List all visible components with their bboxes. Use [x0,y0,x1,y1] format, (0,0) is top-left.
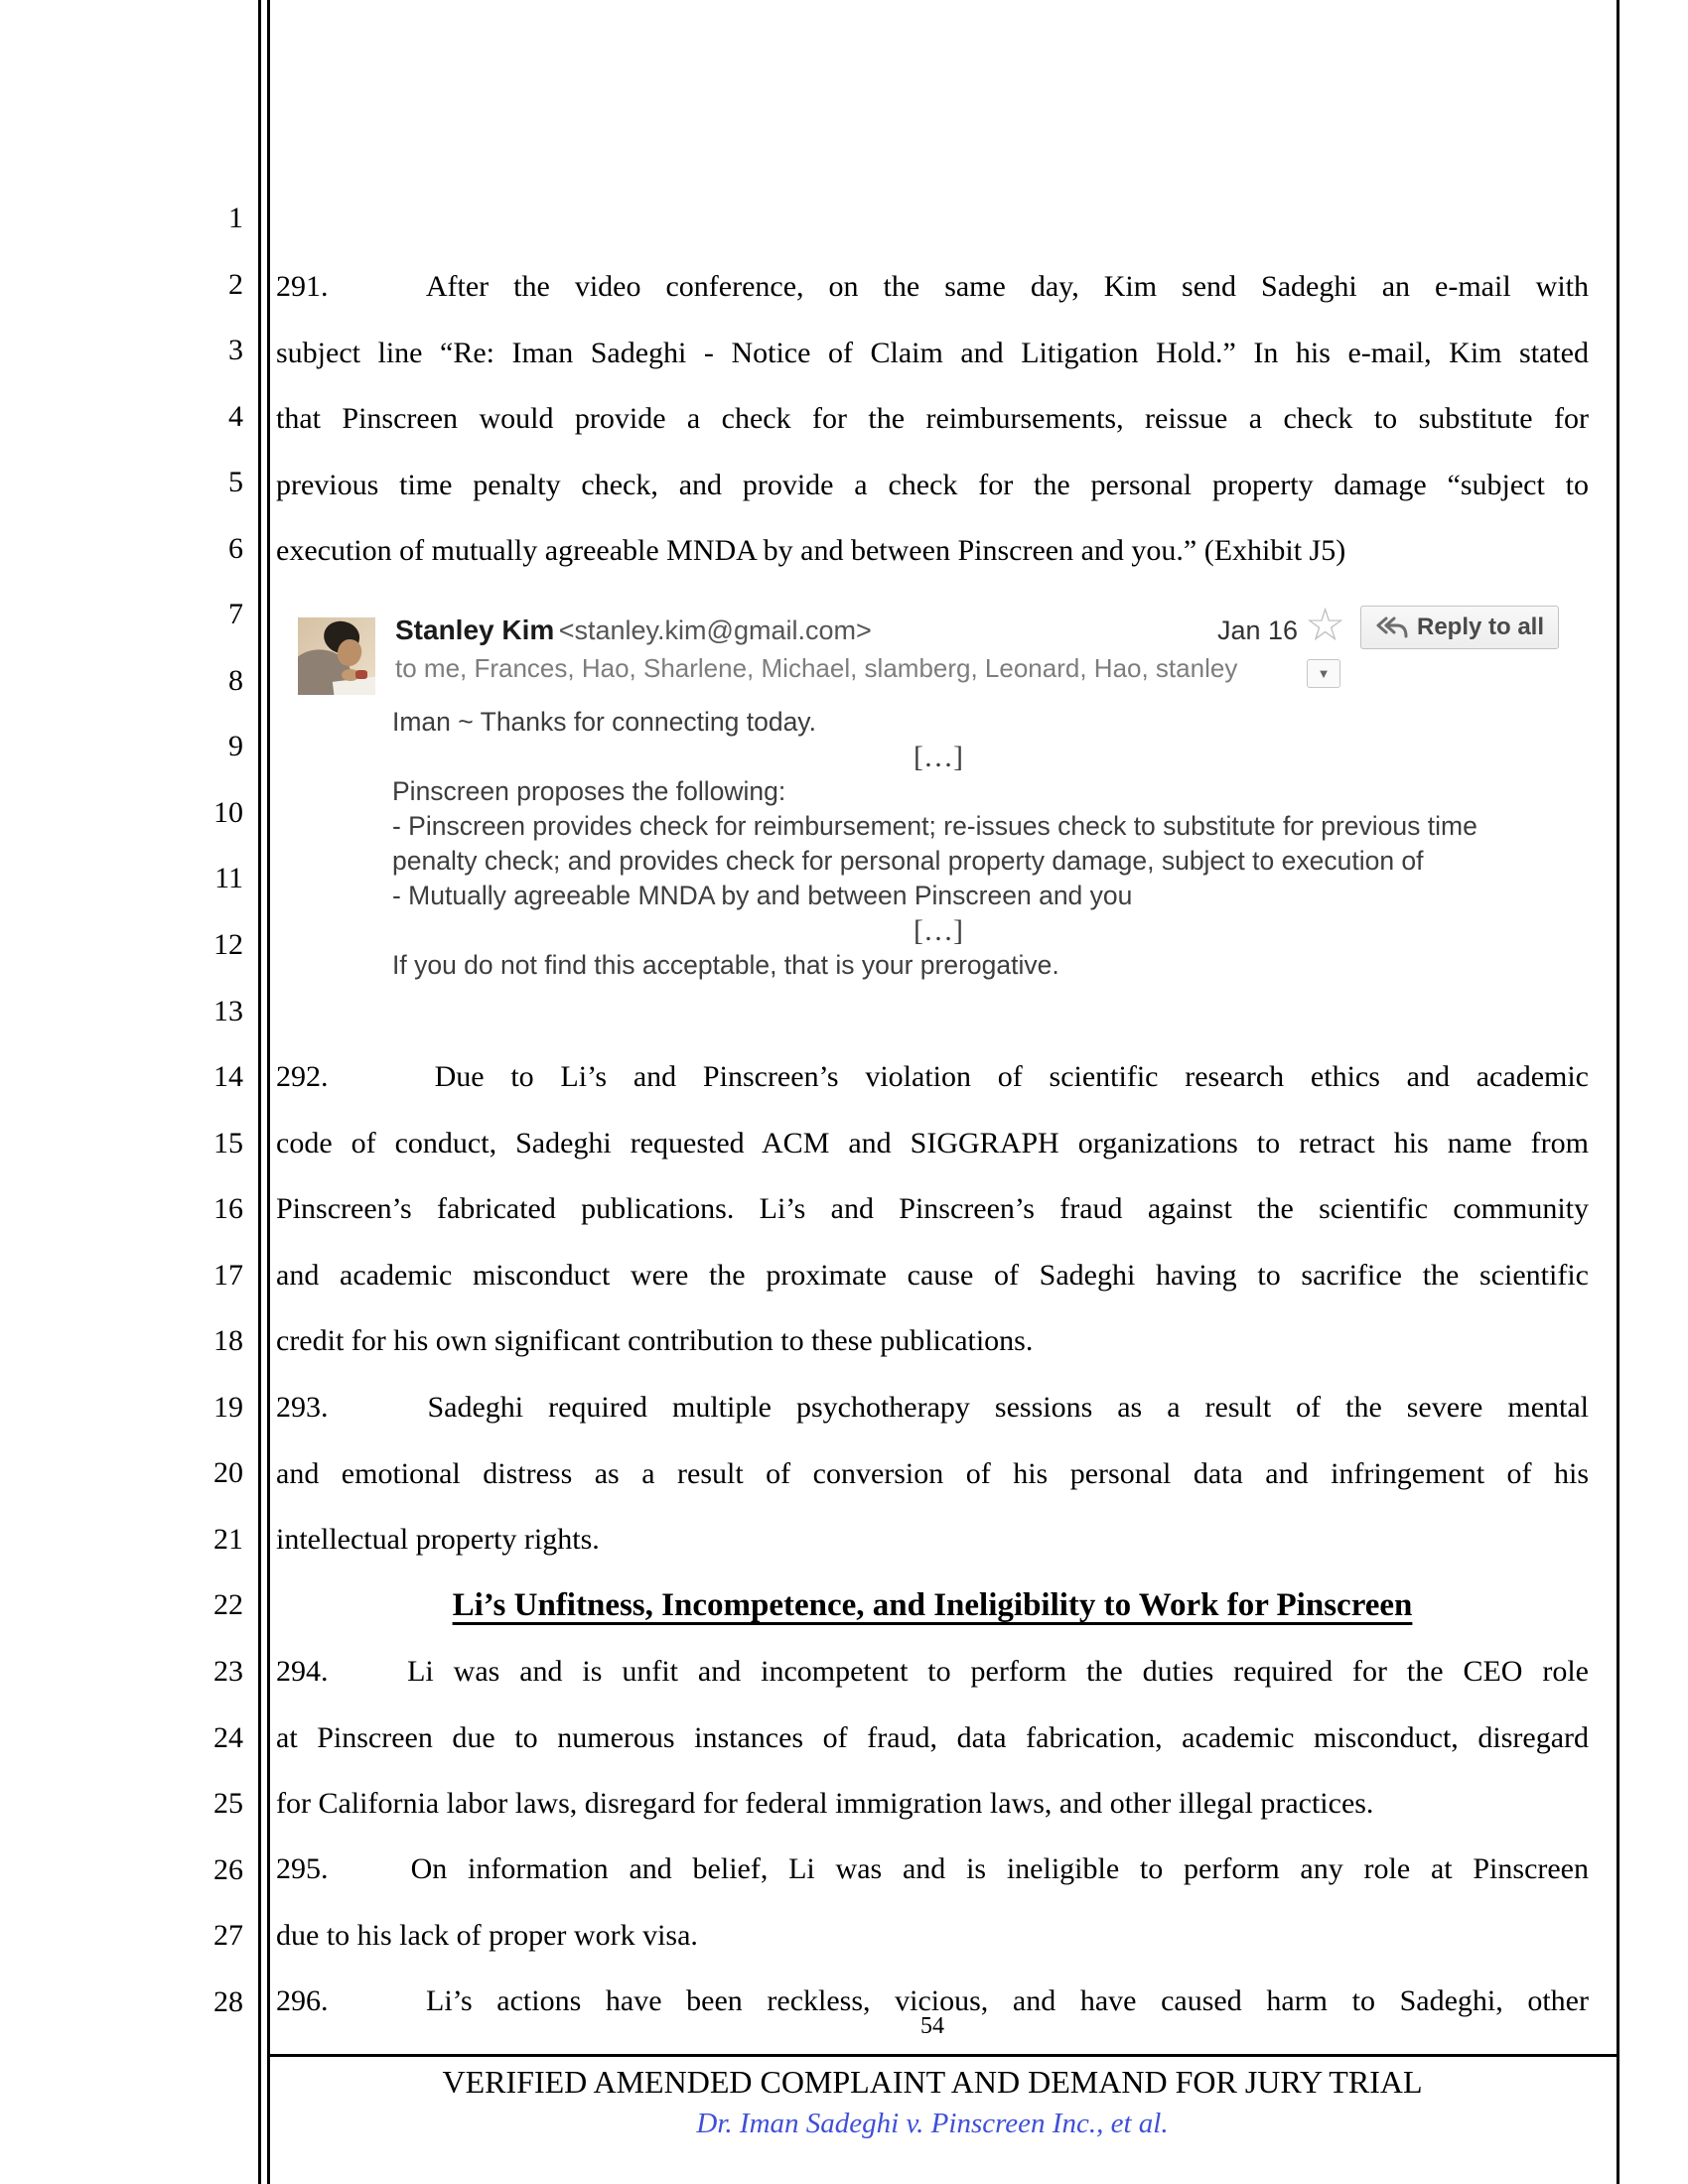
line-number: 16 [213,1192,243,1226]
line-number: 26 [213,1852,243,1886]
email-body-line: - Pinscreen provides check for reimbursement; re-issues check to substitute for previous time [392,811,1477,841]
paragraph-line: 294. Li was and is unfit and incompetent to perform the duties required for the CEO role [276,1655,1589,1688]
line-number: 2 [228,267,243,301]
paragraph-line: for California labor laws, disregard for federal immigration laws, and other illegal practices. [276,1787,1374,1821]
paragraph-line: and academic misconduct were the proximate cause of Sadeghi having to sacrifice the scientific [276,1258,1589,1292]
line-number: 17 [213,1258,243,1292]
chevron-down-icon: ▼ [1317,666,1331,681]
paragraph-line: 291. After the video conference, on the same day, Kim send Sadeghi an e-mail with [276,270,1589,303]
avatar-object [355,670,367,679]
paragraph-line: due to his lack of proper work visa. [276,1918,698,1952]
line-number: 18 [213,1324,243,1358]
line-number: 22 [213,1588,243,1622]
paragraph-line: 296. Li’s actions have been reckless, vicious, and have caused harm to Sadeghi, other [276,1984,1589,2017]
line-number: 21 [213,1522,243,1556]
paragraph-291 [276,254,1589,585]
paragraph-293 [276,1375,1589,1573]
line-number: 1 [228,202,243,234]
line-number: 5 [228,466,243,499]
line-number: 28 [213,1984,243,2018]
email-ellipsis: […] [914,914,963,947]
line-number: 7 [228,598,243,631]
star-icon[interactable]: ☆ [1305,599,1346,650]
paragraph-line: 295. On information and belief, Li was and is ineligible to perform any role at Pinscreen [276,1852,1589,1885]
paragraph-line: at Pinscreen due to numerous instances of fraud, data fabrication, academic misconduct, disregard [276,1720,1589,1754]
reply-all-icon [1375,615,1409,639]
paragraph-line: 293. Sadeghi required multiple psychotherapy sessions as a result of the severe mental [276,1391,1589,1424]
paragraph-line: 292. Due to Li’s and Pinscreen’s violation of scientific research ethics and academic [276,1060,1589,1093]
line-number: 13 [213,994,243,1027]
line-number: 25 [213,1787,243,1821]
line-number: 19 [213,1390,243,1424]
line-number: 11 [214,862,243,895]
paragraph-295 [276,1837,1589,1969]
email-body-line: Iman ~ Thanks for connecting today. [392,707,816,737]
section-heading-text: Li’s Unfitness, Incompetence, and Ineligibility to Work for Pinscreen [452,1587,1413,1623]
sender-address: <stanley.kim@gmail.com> [558,615,872,645]
line-number: 3 [228,334,243,367]
section-heading [276,1572,1589,1638]
recipients-line: to me, Frances, Hao, Sharlene, Michael, slamberg, Leonard, Hao, stanley [395,653,1238,683]
paragraph-292 [276,1044,1589,1375]
footer-case-caption: Dr. Iman Sadeghi v. Pinscreen Inc., et al. [696,2108,1169,2139]
line-number-column [149,186,243,2035]
email-screenshot [276,596,1611,1013]
sender-name: Stanley Kim [395,614,555,645]
left-rule-outer [258,0,261,2184]
line-number: 4 [228,399,243,433]
footer-title: VERIFIED AMENDED COMPLAINT AND DEMAND FOR JURY TRIAL [442,2064,1423,2100]
paragraph-line: execution of mutually agreeable MNDA by and between Pinscreen and you.” (Exhibit J5) [276,534,1346,568]
line-number: 20 [213,1456,243,1490]
reply-to-all-label: Reply to all [1416,614,1545,640]
paragraph-line: credit for his own significant contribution to these publications. [276,1324,1034,1358]
line-number: 8 [228,663,243,697]
email-body-line: If you do not find this acceptable, that is your prerogative. [392,950,1059,980]
email-header [395,612,872,649]
reply-to-all-button[interactable] [1360,606,1559,649]
email-body-line: penalty check; and provides check for personal property damage, subject to execution of [392,846,1424,876]
line-number: 27 [213,1919,243,1953]
paragraph-line: and emotional distress as a result of conversion of his personal data and infringement of his [276,1456,1589,1490]
line-number: 12 [213,928,243,962]
email-body-line: Pinscreen proposes the following: [392,776,786,806]
line-number: 9 [228,730,243,763]
paragraph-line: that Pinscreen would provide a check for the reimbursements, reissue a check to substitute for [276,402,1589,436]
paragraph-line: code of conduct, Sadeghi requested ACM and SIGGRAPH organizations to retract his name from [276,1126,1589,1160]
email-body-line: - Mutually agreeable MNDA by and between Pinscreen and you [392,881,1133,910]
email-ellipsis: […] [914,741,963,773]
line-number: 24 [213,1720,243,1754]
left-rule-inner [267,0,270,2184]
email-date: Jan 16 [1217,615,1299,645]
paragraph-line: intellectual property rights. [276,1523,600,1557]
paragraph-line: previous time penalty check, and provide a check for the personal property damage “subject to [276,468,1589,501]
line-number: 23 [213,1655,243,1689]
paragraph-line: subject line “Re: Iman Sadeghi - Notice of Claim and Litigation Hold.” In his e-mail, Kim stated [276,336,1589,369]
right-rule [1617,0,1619,2184]
page-number: 54 [920,2013,944,2039]
email-body [392,705,1544,983]
paragraph-294 [276,1639,1589,1838]
line-number: 10 [213,795,243,829]
sender-avatar [298,617,375,695]
footer-rule [270,2054,1617,2057]
line-number: 15 [213,1126,243,1160]
expand-recipients-button[interactable] [1307,659,1340,688]
paragraph-line: Pinscreen’s fabricated publications. Li’s and Pinscreen’s fraud against the scientific community [276,1192,1589,1226]
line-number: 6 [228,531,243,565]
line-number: 14 [213,1060,243,1094]
